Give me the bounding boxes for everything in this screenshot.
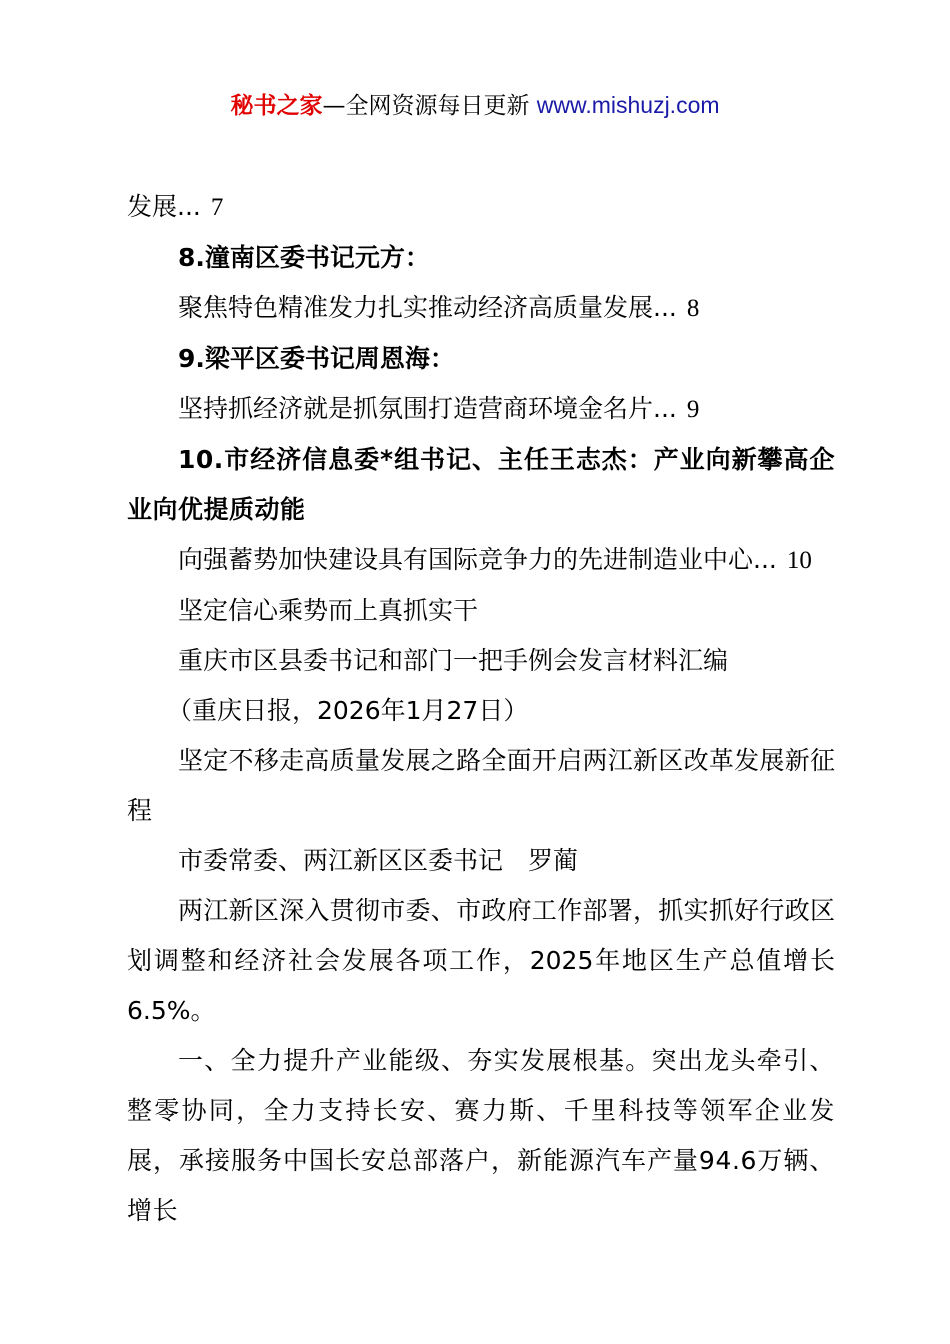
toc-entry-9-heading: 9.梁平区委书记周恩海：: [178, 344, 455, 373]
article-paragraph-1: 两江新区深入贯彻市委、市政府工作部署，抓实抓好行政区划调整和经济社会发展各项工作，2025年地区生产总值增长6.5%。: [127, 896, 835, 1025]
section-title: 坚定信心乘势而上真抓实干: [178, 596, 479, 625]
site-tagline: —全网资源每日更新: [322, 93, 530, 119]
site-brand: 秘书之家: [230, 93, 323, 119]
article-title: 坚定不移走高质量发展之路全面开启两江新区改革发展新征程: [127, 746, 835, 825]
toc-entry-10-heading: 10.市经济信息委*组书记、主任王志杰：产业向新攀高企业向优提质动能: [127, 445, 835, 524]
toc-entry-text: 聚焦特色精准发力扎实推动经济高质量发展...: [178, 293, 677, 322]
toc-entry-9-title: [127, 384, 835, 435]
section-source: （重庆日报，2026年1月27日）: [167, 696, 529, 725]
site-header: [0, 88, 950, 123]
toc-entry-8-title: [127, 283, 835, 334]
toc-entry-text: 向强蓄势加快建设具有国际竞争力的先进制造业中心...: [178, 545, 777, 574]
toc-entry-10-title: [127, 535, 835, 586]
toc-page-number: 10: [786, 547, 812, 574]
toc-entry-8-heading: 8.潼南区委书记元方：: [178, 243, 430, 272]
site-url[interactable]: www.mishuzj.com: [536, 92, 720, 118]
article-author: 市委常委、两江新区区委书记 罗蔺: [178, 846, 579, 875]
toc-entry-text: 坚持抓经济就是抓氛围打造营商环境金名片...: [178, 394, 677, 423]
toc-page-number: 7: [210, 194, 224, 221]
toc-page-number: 8: [686, 295, 700, 322]
toc-entry-7-tail: [127, 182, 835, 233]
article-paragraph-2: 一、全力提升产业能级、夯实发展根基。突出龙头牵引、整零协同，全力支持长安、赛力斯、千里科技等领军企业发展，承接服务中国长安总部落户，新能源汽车产量94.6万辆、增长: [127, 1046, 835, 1225]
toc-entry-text: 发展...: [127, 192, 201, 221]
section-subtitle: 重庆市区县委书记和部门一把手例会发言材料汇编: [178, 646, 729, 675]
toc-page-number: 9: [686, 396, 700, 423]
document-body: [127, 182, 835, 1236]
